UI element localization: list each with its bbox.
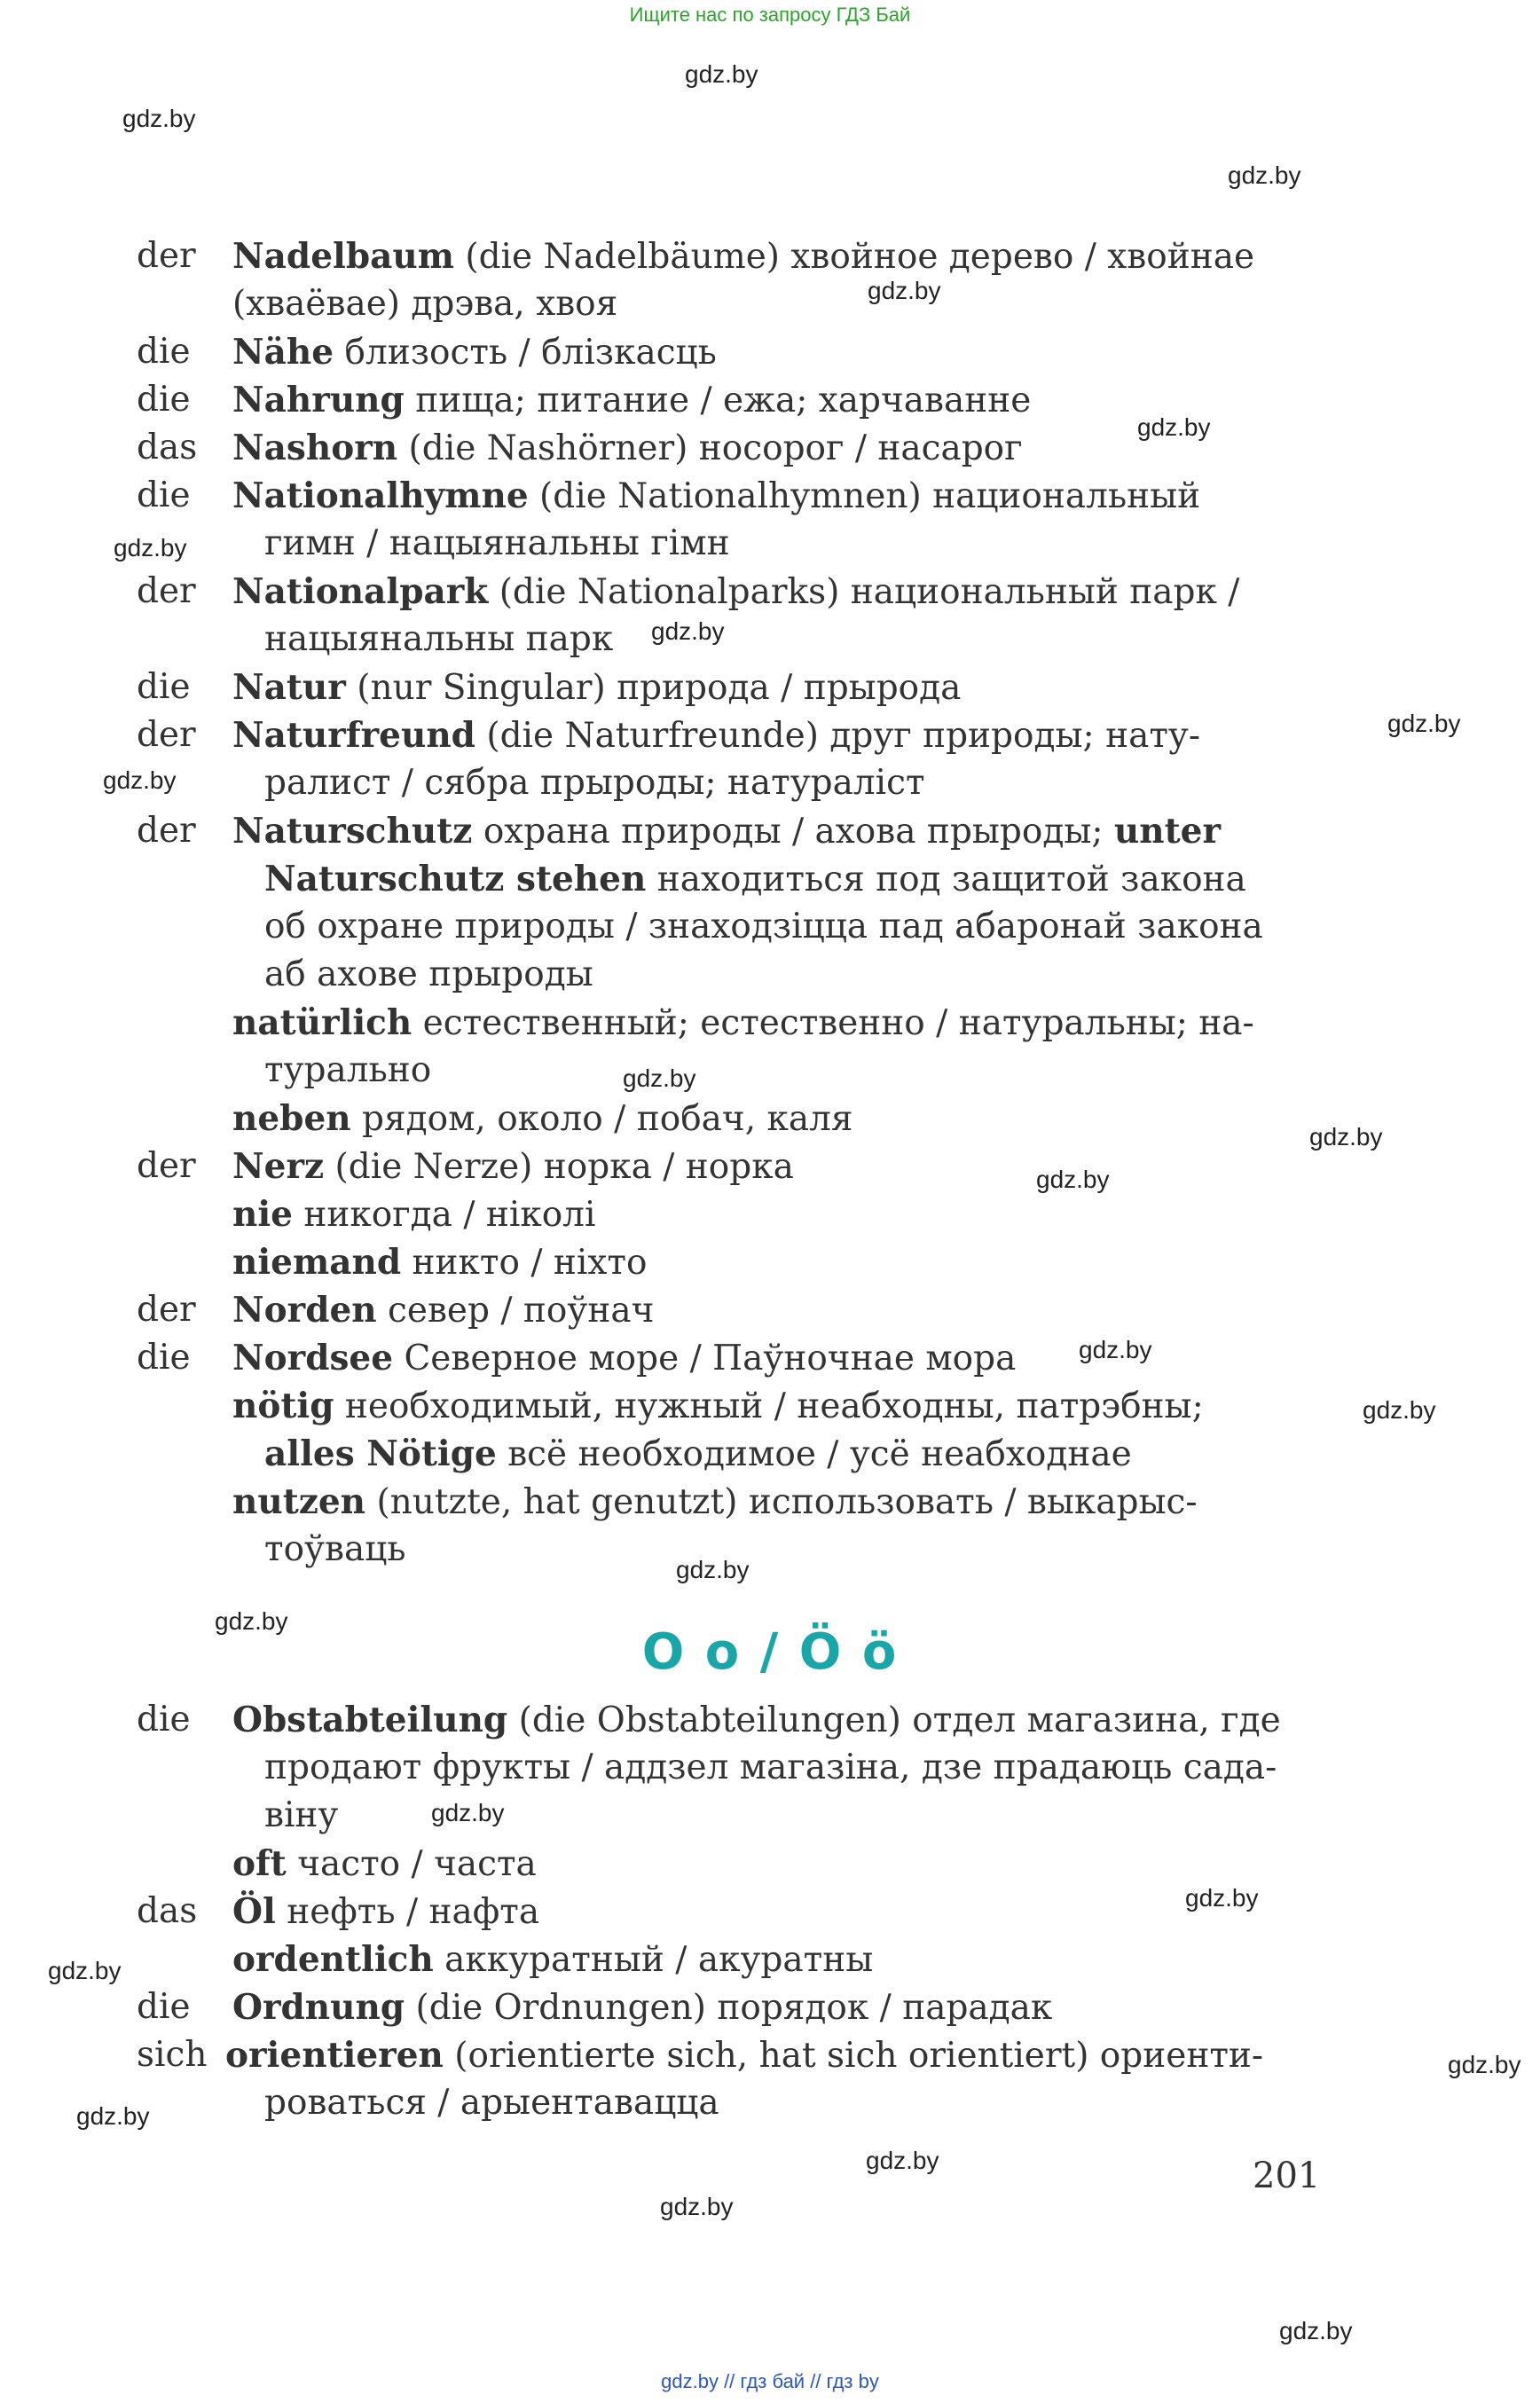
watermark: gdz.by [651, 617, 725, 645]
watermark: gdz.by [1363, 1396, 1436, 1424]
dictionary-line [232, 280, 617, 328]
translation: турально [264, 1050, 432, 1090]
translation: (die Ordnungen) порядок / парадак [405, 1988, 1053, 2028]
translation: (хваёвае) дрэва, хвоя [232, 284, 618, 324]
headword: nutzen [232, 1481, 366, 1522]
headword: Nashorn [232, 428, 398, 468]
translation: ралист / сябра прыроды; натураліст [264, 763, 925, 803]
watermark: gdz.by [1137, 413, 1211, 441]
headword: niemand [232, 1242, 402, 1283]
footer-links[interactable]: gdz.by // гдз бай // гдз by [661, 2370, 879, 2392]
article: der [137, 1146, 196, 1186]
headword: Nadelbaum [232, 236, 454, 277]
dictionary-line [264, 616, 613, 664]
translation: (die Nadelbäume) хвойное дерево / хвойнае [453, 237, 1255, 277]
watermark: gdz.by [623, 1064, 696, 1092]
watermark: gdz.by [122, 105, 196, 132]
watermark: gdz.by [1279, 2317, 1353, 2344]
translation: тоўваць [264, 1529, 406, 1569]
watermark: gdz.by [660, 2193, 734, 2220]
dictionary-line [232, 999, 1254, 1048]
translation: (die Nashörner) носорог / насарог [397, 428, 1023, 468]
headword: Naturschutz stehen [264, 859, 647, 899]
watermark: gdz.by [114, 534, 187, 561]
translation: віну [264, 1795, 339, 1835]
headword: natürlich [232, 1002, 412, 1043]
dictionary-line [264, 520, 730, 568]
dictionary-line [137, 232, 1255, 281]
article: die [137, 1700, 191, 1739]
dictionary-line [264, 1792, 338, 1840]
dictionary-line [264, 759, 925, 807]
headword: Nationalpark [232, 571, 489, 612]
translation: необходимый, нужный / неабходны, патрэбны; [334, 1386, 1204, 1426]
watermark: gdz.by [1387, 710, 1461, 737]
translation: всё необходимое / усё неабходнае [496, 1434, 1132, 1474]
dictionary-line [264, 1744, 1277, 1792]
watermark: gdz.by [1079, 1336, 1152, 1363]
article: die [137, 332, 191, 372]
headword: Naturfreund [232, 715, 475, 756]
article: der [137, 1290, 196, 1330]
article: das [137, 1891, 198, 1931]
headword: orientieren [225, 2035, 444, 2076]
translation: никто / ніхто [401, 1243, 648, 1283]
dictionary-line [264, 903, 1263, 951]
watermark: gdz.by [1036, 1166, 1110, 1193]
dictionary-line [232, 1238, 647, 1287]
translation: пища; питание / ежа; харчаванне [404, 381, 1032, 420]
headword: alles Nötige [264, 1433, 497, 1474]
translation: находиться под защитой закона [646, 860, 1246, 899]
dictionary-line [264, 1430, 1132, 1479]
dictionary-line [232, 1382, 1204, 1431]
watermark: gdz.by [1448, 2051, 1521, 2078]
headword: Norden [232, 1290, 377, 1331]
dictionary-line [137, 472, 1201, 521]
headword: Nähe [232, 332, 334, 373]
headword: Natur [232, 667, 346, 708]
dictionary-line [232, 1095, 853, 1143]
dictionary-line [137, 376, 1032, 425]
article: der [137, 811, 196, 851]
translation: об охране природы / знаходзіцца пад абаронай закона [264, 907, 1263, 946]
dictionary-line [137, 328, 717, 377]
article: der [137, 571, 196, 611]
headword: Öl [232, 1891, 276, 1932]
article: das [137, 428, 198, 467]
dictionary-line [137, 1334, 1017, 1383]
watermark: gdz.by [103, 766, 177, 794]
translation: аб ахове прыроды [264, 954, 593, 994]
watermark: gdz.by [868, 277, 941, 304]
dictionary-line [232, 1478, 1198, 1527]
translation: (die Naturfreunde) друг природы; нату- [475, 716, 1201, 756]
watermark: gdz.by [676, 1556, 750, 1583]
headword: Nationalhymne [232, 475, 529, 516]
translation: естественный; естественно / натуральны; на- [412, 1003, 1254, 1043]
translation: Северное море / Паўночнае мора [393, 1339, 1017, 1378]
translation: близость / блізкасць [334, 333, 717, 373]
watermark: gdz.by [215, 1607, 288, 1635]
article: die [137, 380, 191, 420]
translation: (orientierte sich, hat sich orientiert) ориенти- [443, 2036, 1264, 2076]
watermark: gdz.by [431, 1799, 505, 1826]
translation: нацыянальны парк [264, 619, 614, 659]
dictionary-line [137, 664, 962, 712]
article: sich [137, 2035, 208, 2075]
headword: oft [232, 1843, 287, 1884]
headword: nötig [232, 1386, 334, 1426]
translation: гимн / нацыянальны гімн [264, 523, 730, 563]
translation: рядом, около / побач, каля [350, 1099, 853, 1139]
watermark: gdz.by [1185, 1884, 1259, 1912]
dictionary-line [137, 807, 1221, 856]
translation: нефть / нафта [275, 1892, 540, 1932]
headword: Naturschutz [232, 811, 473, 852]
dictionary-line [264, 1047, 431, 1095]
translation: (die Nationalparks) национальный парк / [488, 572, 1240, 612]
headword: Nerz [232, 1146, 325, 1187]
translation: аккуратный / акуратны [433, 1940, 874, 1980]
watermark: gdz.by [685, 60, 758, 88]
watermark: gdz.by [1309, 1123, 1383, 1150]
article: die [137, 1338, 191, 1378]
translation: никогда / ніколі [292, 1195, 596, 1235]
headword: unter [1113, 811, 1221, 852]
headword: Nordsee [232, 1338, 394, 1378]
translation: (die Obstabteilungen) отдел магазина, где [507, 1700, 1281, 1740]
translation: продают фрукты / аддзел магазіна, дзе прадаюць сада- [264, 1747, 1277, 1787]
dictionary-line [137, 1143, 794, 1191]
dictionary-line [264, 1526, 406, 1574]
dictionary-line [232, 1936, 873, 1984]
watermark: gdz.by [1228, 161, 1301, 189]
article: der [137, 715, 196, 755]
dictionary-line [137, 1286, 655, 1335]
translation: охрана природы / ахова прыроды; [472, 812, 1114, 852]
dictionary-line [137, 1696, 1281, 1745]
dictionary-line [137, 424, 1023, 473]
headword: nie [232, 1194, 293, 1235]
dictionary-line [137, 711, 1201, 760]
headword: neben [232, 1098, 351, 1139]
dictionary-line [137, 568, 1240, 616]
translation: север / поўнач [376, 1291, 655, 1331]
article: die [137, 667, 191, 707]
headword: ordentlich [232, 1939, 434, 1980]
dictionary-line [264, 855, 1246, 904]
translation: часто / часта [286, 1844, 537, 1884]
top-banner[interactable]: Ищите нас по запросу ГДЗ Бай [629, 4, 911, 26]
dictionary-line [137, 1983, 1053, 2032]
translation: (nutzte, hat genutzt) использовать / выкарыс- [365, 1482, 1198, 1522]
article: die [137, 475, 191, 515]
article: der [137, 236, 196, 276]
headword: Nahrung [232, 380, 405, 420]
dictionary-line [232, 1190, 595, 1239]
page-number: 201 [1253, 2156, 1321, 2196]
translation: (die Nerze) норка / норка [324, 1147, 794, 1187]
headword: Ordnung [232, 1987, 405, 2028]
watermark: gdz.by [76, 2102, 150, 2130]
translation: (die Nationalhymnen) национальный [528, 476, 1201, 516]
article: die [137, 1987, 191, 2027]
dictionary-line [264, 951, 593, 999]
watermark: gdz.by [48, 1957, 122, 1984]
dictionary-line [232, 1840, 537, 1889]
watermark: gdz.by [866, 2147, 939, 2174]
section-heading: O o / Ö ö [641, 1623, 899, 1681]
translation: роваться / арыентавацца [264, 2083, 719, 2123]
dictionary-line [137, 2031, 1264, 2080]
translation: (nur Singular) природа / прырода [345, 668, 962, 708]
dictionary-line [264, 2079, 719, 2127]
dictionary-line [137, 1888, 540, 1936]
headword: Obstabteilung [232, 1700, 508, 1740]
